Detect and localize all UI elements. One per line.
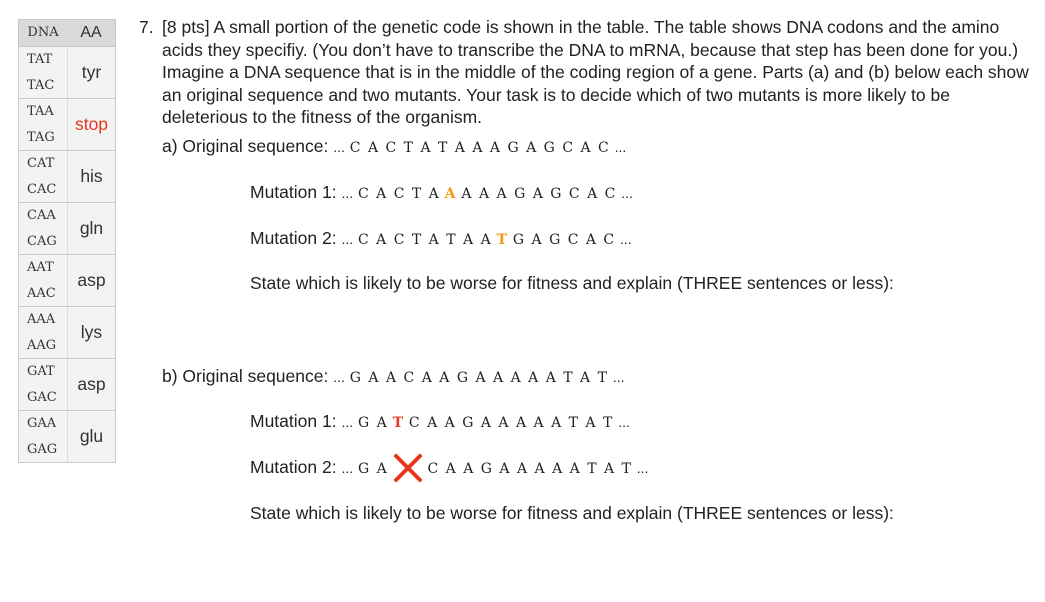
codon-group-lys — [19, 307, 115, 359]
amino-acid-stop: stop — [74, 114, 109, 134]
codon: GAT — [27, 364, 55, 379]
codon: AAC — [27, 285, 56, 301]
codon-table-header — [19, 20, 115, 47]
codon: GAA — [27, 416, 57, 431]
part-a-mutation-1-label: Mutation 1: — [250, 182, 337, 202]
codon-group-asp-2 — [19, 359, 115, 411]
ellipsis: ... — [341, 460, 354, 476]
part-b-original-sequence: G A A C A A G A A A A A T A T — [349, 370, 608, 386]
codon-group-tyr — [19, 47, 115, 99]
codon: TAA — [27, 104, 54, 119]
codon-group-gln — [19, 203, 115, 255]
codon-group-his — [19, 151, 115, 203]
amino-acid: gln — [79, 218, 104, 238]
part-b-mutation-1-changed-base: T — [392, 415, 405, 431]
part-b-mutation-1-seq-before: G A — [358, 415, 388, 431]
ellipsis: ... — [341, 185, 354, 201]
ellipsis: ... — [333, 139, 345, 155]
codon: CAG — [27, 233, 57, 249]
codon: GAG — [27, 441, 58, 457]
codon: GAC — [27, 389, 57, 405]
amino-acid: his — [80, 166, 103, 186]
codon-group-asp — [19, 255, 115, 307]
aa-column-header: AA — [80, 24, 102, 41]
codon: TAT — [27, 52, 53, 67]
codon: TAC — [27, 77, 55, 93]
ellipsis: ... — [620, 231, 632, 247]
part-b-mutation-1-seq-after: C A A G A A A A A T A T — [408, 415, 614, 431]
part-a-original-line — [162, 136, 626, 157]
part-a-mutation-2-changed-base: T — [496, 232, 508, 248]
part-a-original-sequence: C A C T A T A A A G A G C A C — [349, 140, 610, 156]
ellipsis: ... — [341, 231, 354, 247]
part-a-mutation-1-line — [250, 182, 633, 203]
codon: TAG — [27, 129, 55, 145]
codon-group-stop — [19, 99, 115, 151]
x-mark-icon — [393, 457, 423, 477]
amino-acid: asp — [77, 270, 106, 290]
codon: CAA — [27, 208, 56, 223]
question-intro: [8 pts] A small portion of the genetic code is shown in the table. The table shows DNA codons and the amino acids they specifiy. (You don’t have to transcribe the DNA to mRNA, because that step has been done for you.) Imagine a DNA sequence that is in the middle of the coding region of a gene. Parts (a) and (b) below each show an original sequence and two mutants. Your task is to decide which of two mutants is more likely to be deleterious to the fitness of the organism. — [162, 17, 1029, 127]
part-b-mutation-1-line — [250, 411, 630, 432]
amino-acid: glu — [79, 426, 104, 446]
part-a-original-label: a) Original sequence: — [162, 136, 329, 156]
amino-acid: asp — [77, 374, 106, 394]
codon-table — [18, 19, 116, 463]
amino-acid: tyr — [81, 62, 102, 82]
part-b-mutation-2-line — [250, 457, 648, 478]
amino-acid: lys — [80, 322, 103, 342]
part-a-mutation-2-seq-before: C A C T A T A A — [358, 232, 492, 248]
ellipsis: ... — [618, 414, 630, 430]
part-a-mutation-1-seq-before: C A C T A — [358, 186, 440, 202]
part-b-prompt: State which is likely to be worse for fitness and explain (THREE sentences or less): — [250, 503, 894, 523]
ellipsis: ... — [333, 369, 345, 385]
part-a-mutation-2-seq-after: G A G C A C — [512, 232, 616, 248]
ellipsis: ... — [636, 460, 649, 476]
ellipsis: ... — [614, 139, 627, 155]
ellipsis: ... — [341, 414, 354, 430]
ellipsis: ... — [621, 185, 633, 201]
codon: CAT — [27, 156, 55, 171]
part-a-mutation-1-seq-after: A A A G A G C A C — [461, 186, 617, 202]
codon: AAT — [27, 260, 54, 275]
part-a-mutation-2-line — [250, 228, 632, 249]
ellipsis: ... — [612, 369, 625, 385]
codon: AAA — [27, 312, 56, 327]
codon: AAG — [27, 337, 57, 353]
part-b-mutation-2-seq-before: G A — [358, 461, 388, 477]
part-a-mutation-2-label: Mutation 2: — [250, 228, 337, 248]
part-a-prompt: State which is likely to be worse for fitness and explain (THREE sentences or less): — [250, 273, 894, 293]
question-number: 7. — [139, 17, 154, 37]
codon-group-glu — [19, 411, 115, 462]
part-a-mutation-1-changed-base: A — [444, 186, 457, 202]
part-b-original-label: b) Original sequence: — [162, 366, 329, 386]
part-b-mutation-2-label: Mutation 2: — [250, 457, 337, 477]
dna-column-header: DNA — [27, 25, 59, 40]
part-b-original-line — [162, 366, 625, 387]
part-b-mutation-1-label: Mutation 1: — [250, 411, 337, 431]
part-b-mutation-2-seq-after: C A A G A A A A A T A T — [427, 461, 632, 477]
codon: CAC — [27, 181, 57, 197]
